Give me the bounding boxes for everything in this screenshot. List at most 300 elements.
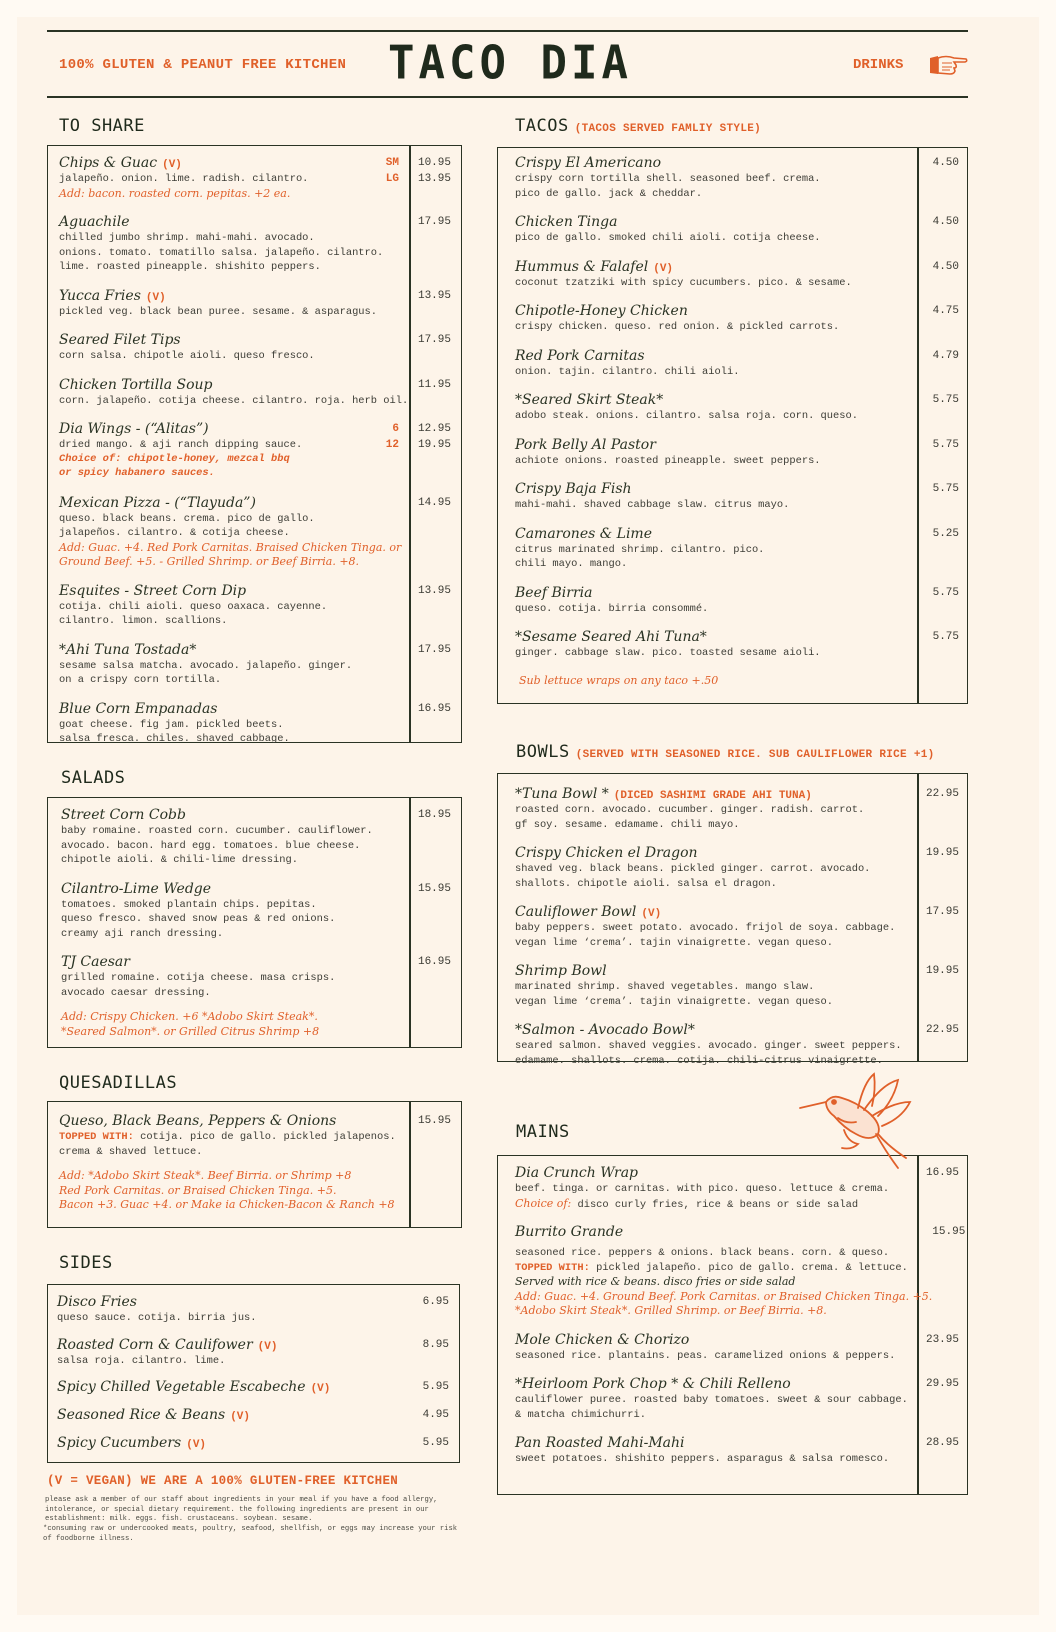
item-served-with: Served with rice & beans. disco fries or side salad	[515, 1275, 796, 1288]
item-description: adobo steak. onions. cilantro. salsa roja. corn. queso.	[515, 410, 858, 422]
item-line-text: pickled jalapeño. pico de gallo. crema. & lettuce.	[596, 1261, 908, 1274]
menu-item-details	[48, 1294, 399, 1326]
item-description: cotija. chili aioli. queso oaxaca. cayenne.	[59, 600, 328, 613]
item-description: shallots. chipotle aioli. salsa el dragon.	[515, 877, 777, 890]
menu-item	[498, 963, 967, 1009]
item-description: salsa roja. cilantro. lime.	[57, 1354, 226, 1367]
menu-item	[498, 845, 967, 891]
menu-item	[498, 348, 967, 380]
item-name-text: Disco Fries	[57, 1294, 137, 1310]
item-name-text: Beef Birria	[515, 584, 593, 601]
item-price: 19.95	[925, 847, 959, 859]
menu-item	[48, 881, 461, 942]
menu-item	[48, 642, 461, 688]
item-price: 14.95	[417, 496, 451, 509]
item-price-column	[409, 642, 461, 688]
menu-item-details	[498, 1224, 932, 1319]
item-sizes	[386, 421, 399, 453]
item-price: 18.95	[417, 809, 451, 821]
item-name-text: Chipotle-Honey Chicken	[515, 303, 688, 319]
price-divider	[409, 1102, 411, 1227]
menu-item-name	[59, 701, 409, 718]
menu-item-details	[48, 642, 409, 688]
menu-item	[48, 701, 461, 747]
section-box-bowls	[497, 773, 968, 1067]
menu-item-details	[498, 155, 917, 201]
item-add-on: Add: bacon. roasted corn. pepitas. +2 ea.	[59, 186, 291, 200]
item-description: shaved veg. black beans. pickled ginger. carrot. avocado.	[515, 863, 871, 875]
menu-item-name	[61, 807, 409, 824]
item-price: 16.95	[417, 956, 451, 968]
drinks-link[interactable]: DRINKS	[853, 57, 904, 73]
item-name-text: Chips & Guac	[59, 155, 158, 171]
item-tag: (V)	[653, 262, 674, 275]
menu-item-details	[498, 348, 917, 380]
item-sizes	[386, 155, 399, 187]
menu-item	[48, 421, 461, 482]
item-description: seasoned rice. peppers & onions. black beans. corn. & queso.	[515, 1247, 890, 1259]
item-price: 17.95	[925, 906, 959, 918]
item-price-column	[917, 1022, 967, 1068]
item-description: lime. roasted pineapple. shishito peppers.	[59, 261, 321, 273]
menu-item	[48, 288, 461, 320]
item-name-text: Seasoned Rice & Beans	[57, 1407, 226, 1423]
item-description: pickled veg. black bean puree. sesame. & asparagus.	[59, 305, 378, 318]
item-price: 19.95	[417, 439, 451, 451]
section-box-share	[47, 145, 462, 743]
item-price-column	[399, 1435, 459, 1452]
item-price: 13.95	[417, 173, 451, 185]
item-line-text: cotija. pico de gallo. pickled jalapenos.	[140, 1131, 396, 1143]
menu-item-name	[57, 1294, 399, 1311]
menu-item-name	[57, 1435, 399, 1452]
menu-item-name	[59, 288, 409, 305]
item-description: mahi-mahi. shaved cabbage slaw. citrus mayo.	[515, 499, 790, 511]
item-price-column	[917, 1332, 967, 1364]
item-add-on: *Seared Salmon*. or Grilled Citrus Shrimp +8	[61, 1024, 320, 1038]
spacer	[61, 1000, 409, 1010]
item-name-text: Mexican Pizza - (“Tlayuda”)	[59, 494, 256, 511]
item-name-text: Dia Crunch Wrap	[515, 1165, 639, 1181]
item-description: cilantro. limon. scallions.	[59, 615, 228, 627]
item-choice: or spicy habanero sauces.	[59, 467, 215, 479]
item-price: 16.95	[925, 1167, 959, 1179]
item-price: 8.95	[422, 1338, 449, 1351]
item-name-text: *Ahi Tuna Tostada*	[59, 641, 197, 658]
menu-item-name	[515, 437, 917, 454]
menu-item-details	[48, 583, 409, 629]
section-box-sides	[47, 1284, 460, 1463]
item-description: queso fresco. shaved snow peas & red onions.	[61, 913, 336, 925]
section-heading-sides	[59, 1253, 113, 1273]
menu-item-name	[515, 259, 917, 276]
item-size-label: SM	[385, 157, 399, 169]
menu-item-details	[48, 288, 409, 320]
spacer	[59, 1159, 409, 1169]
menu-item	[498, 526, 967, 572]
item-name-text: Aguachile	[59, 214, 130, 230]
menu-item-name	[59, 495, 409, 512]
item-name-text: Roasted Corn & Caulifower	[57, 1336, 253, 1353]
item-price-column	[917, 845, 967, 891]
menu-item-name	[515, 585, 917, 602]
section-note: (TACOS SERVED FAMLIY STYLE)	[574, 123, 762, 135]
item-add-on: Bacon +3. Guac +4. or Make ia Chicken-Bacon & Ranch +8	[59, 1198, 395, 1211]
item-name-text: Hummus & Falafel	[515, 258, 649, 275]
menu-item-name	[515, 1022, 917, 1039]
item-name-text: Chicken Tinga	[515, 214, 618, 230]
item-price: 4.50	[932, 157, 959, 169]
item-tag: (V)	[145, 291, 166, 304]
item-description: corn. jalapeño. cotija cheese. cilantro. roja. herb oil.	[59, 394, 409, 407]
menu-item-details	[48, 332, 409, 364]
menu-item	[48, 807, 461, 868]
item-name-text: Camarones & Lime	[515, 525, 652, 542]
item-price-column	[917, 348, 967, 380]
menu-item-details	[498, 629, 917, 661]
menu-item-details	[498, 259, 917, 291]
menu-item-name	[515, 348, 917, 365]
item-price-column	[917, 392, 967, 424]
item-price: 17.95	[417, 643, 451, 656]
menu-item-details	[498, 526, 917, 572]
consumer-warning: *consuming raw or undercooked meats, poultry, seafood, shellfish, or eggs may increase your risk of foodborne illness.	[43, 1525, 458, 1543]
item-price: 13.95	[417, 289, 451, 302]
item-description: citrus marinated shrimp. cilantro. pico.	[515, 543, 765, 556]
item-description: chipotle aioli. & chili-lime dressing.	[61, 854, 298, 866]
menu-item	[498, 259, 967, 291]
vegan-legend-heading: (V = VEGAN) WE ARE A 100% GLUTEN-FREE KITCHEN	[47, 1474, 399, 1488]
allergy-notice: please ask a member of our staff about ingredients in your meal if you have a food allergy, intolerance, or special dietary requirement. the following ingredients are present in our establishment: milk. eggs. fish. crustaceans. soybean. sesame.	[45, 1496, 438, 1523]
item-description: dried mango. & aji ranch dipping sauce.	[59, 439, 303, 451]
item-price-column	[917, 259, 967, 291]
item-name-text: Cilantro-Lime Wedge	[61, 880, 212, 897]
item-description: onion. tajin. cilantro. chili aioli.	[515, 365, 740, 378]
menu-item	[48, 1379, 459, 1396]
item-name-text: Crispy El Americano	[515, 155, 662, 171]
price-divider	[917, 774, 919, 1061]
item-price: 4.79	[932, 349, 959, 362]
menu-item-name	[515, 1224, 932, 1241]
menu-item-details	[48, 1113, 409, 1213]
menu-item-details	[498, 303, 917, 335]
item-name-text: Esquites - Street Corn Dip	[59, 582, 247, 599]
item-price: 5.95	[422, 1381, 449, 1393]
section-heading-tacos	[515, 116, 761, 136]
item-line-label: TOPPED WITH:	[59, 1131, 134, 1143]
item-description: roasted corn. avocado. cucumber. ginger. radish. carrot.	[515, 804, 865, 816]
item-name-text: Street Corn Cobb	[61, 807, 186, 823]
item-name-text: Pork Belly Al Pastor	[515, 436, 656, 453]
item-description: jalapeños. cilantro. & cotija cheese.	[59, 527, 290, 539]
menu-item-name	[515, 904, 917, 921]
item-add-on: Add: *Adobo Skirt Steak*. Beef Birria. or Shrimp +8	[59, 1169, 352, 1182]
item-description: pico de gallo. smoked chili aioli. cotija cheese.	[515, 232, 821, 244]
item-description: vegan lime ‘crema’. tajin vinaigrette. vegan queso.	[515, 995, 834, 1008]
restaurant-logo-title: TACO DIA	[388, 36, 632, 91]
menu-item-name	[515, 1435, 917, 1452]
item-topping-line	[515, 1261, 932, 1276]
menu-item-details	[498, 1022, 917, 1068]
menu-item	[498, 629, 967, 661]
menu-item-details	[48, 214, 409, 275]
item-price: 5.75	[932, 631, 959, 643]
item-price: 22.95	[925, 788, 959, 800]
menu-item	[498, 214, 967, 246]
item-price-column	[409, 583, 461, 629]
item-price-column	[917, 786, 967, 832]
item-add-on: Red Pork Carnitas. or Braised Chicken Tinga. +5.	[59, 1183, 337, 1197]
item-name-text: Seared Filet Tips	[59, 332, 181, 348]
menu-item-details	[48, 421, 409, 482]
menu-item-details	[498, 437, 917, 469]
item-price-column	[917, 1165, 967, 1211]
item-price-column	[399, 1294, 459, 1326]
menu-item	[498, 481, 967, 513]
menu-item-details	[48, 807, 409, 868]
item-price: 5.75	[932, 483, 959, 495]
menu-item-details	[498, 845, 917, 891]
hummingbird-illustration	[798, 1072, 913, 1172]
menu-item-name	[515, 214, 917, 231]
item-description: jalapeño. onion. lime. radish. cilantro.	[59, 173, 309, 185]
menu-item	[48, 377, 461, 409]
item-name-text: Red Pork Carnitas	[515, 347, 645, 364]
menu-item	[48, 214, 461, 275]
section-box-mains	[497, 1155, 968, 1495]
item-price: 17.95	[417, 216, 451, 228]
item-price-column	[409, 288, 461, 320]
item-description: coconut tzatziki with spicy cucumbers. pico. & sesame.	[515, 276, 852, 289]
menu-item-details	[498, 1435, 917, 1467]
item-price: 12.95	[417, 423, 451, 435]
section-title: SALADS	[61, 768, 126, 788]
menu-item-details	[48, 1435, 399, 1452]
item-description: avocado. bacon. hard egg. tomatoes. blue cheese.	[61, 839, 361, 852]
item-name-text: Queso, Black Beans, Peppers & Onions	[59, 1113, 337, 1129]
menu-item	[498, 437, 967, 469]
item-description: avocado caesar dressing.	[61, 986, 211, 999]
item-price-column	[917, 963, 967, 1009]
menu-item-name	[59, 583, 409, 600]
item-name-text: Spicy Chilled Vegetable Escabeche	[57, 1379, 306, 1395]
menu-item	[498, 585, 967, 617]
menu-item-name	[59, 155, 409, 172]
item-price: 5.75	[932, 586, 959, 599]
item-price-column	[917, 1435, 967, 1467]
item-tag: (V)	[257, 1340, 278, 1353]
menu-item-details	[498, 392, 917, 424]
section-title: MAINS	[516, 1122, 570, 1142]
menu-item	[48, 1407, 459, 1424]
item-price-column	[409, 881, 461, 942]
item-price-column	[917, 585, 967, 617]
menu-item-name	[61, 881, 409, 898]
item-description: gf soy. sesame. edamame. chili mayo.	[515, 818, 740, 831]
menu-item	[498, 303, 967, 335]
menu-item-details	[48, 701, 409, 747]
item-name-text: Blue Corn Empanadas	[59, 700, 218, 717]
item-price: 19.95	[925, 965, 959, 977]
menu-item-name	[59, 332, 409, 349]
item-price: 5.95	[422, 1437, 449, 1449]
item-price-column	[409, 421, 461, 482]
item-price: 4.95	[422, 1409, 449, 1421]
item-price-column	[917, 437, 967, 469]
menu-item-name	[59, 214, 409, 231]
menu-item-name	[515, 303, 917, 320]
item-price: 15.95	[932, 1226, 966, 1238]
item-description: vegan lime ‘crema’. tajin vinaigrette. vegan queso.	[515, 936, 834, 949]
item-line-label: Choice of:	[515, 1196, 572, 1210]
price-divider	[917, 1156, 919, 1494]
item-add-on: Add: Crispy Chicken. +6 *Adobo Skirt Steak*.	[61, 1010, 318, 1023]
section-box-quesadillas	[47, 1101, 462, 1228]
item-description: crema & shaved lettuce.	[59, 1145, 203, 1158]
item-description: onions. tomato. tomatillo salsa. jalapeño. cilantro.	[59, 246, 384, 259]
menu-item-details	[48, 881, 409, 942]
item-tag: (V)	[641, 908, 662, 920]
item-name-text: *Tuna Bowl *	[515, 786, 609, 802]
item-price-column	[409, 332, 461, 364]
section-heading-quesadillas	[59, 1073, 177, 1093]
section-box-salads	[47, 797, 462, 1048]
menu-item-details	[48, 377, 409, 409]
item-description: goat cheese. fig jam. pickled beets.	[59, 718, 284, 731]
item-tag: (V)	[310, 1383, 331, 1395]
menu-item-details	[498, 963, 917, 1009]
item-price: 28.95	[925, 1437, 959, 1449]
section-heading-bowls	[516, 742, 935, 762]
menu-item-details	[498, 481, 917, 513]
item-price-column	[917, 629, 967, 661]
menu-item-name	[61, 954, 409, 971]
item-price: 16.95	[417, 702, 451, 715]
menu-item-details	[48, 1407, 399, 1424]
menu-item-details	[498, 1376, 917, 1422]
menu-item	[498, 1332, 967, 1364]
item-price-column	[917, 526, 967, 572]
price-divider	[409, 798, 411, 1047]
menu-item-name	[515, 1332, 917, 1349]
menu-item	[498, 1022, 967, 1068]
section-heading-share	[59, 116, 145, 136]
item-tag: (V)	[186, 1439, 207, 1451]
item-description: queso. cotija. birria consommé.	[515, 602, 709, 615]
menu-item-details	[498, 214, 917, 246]
item-price: 15.95	[417, 882, 451, 895]
item-price: 5.75	[932, 438, 959, 451]
menu-item-details	[498, 585, 917, 617]
item-description: salsa fresca. chiles. shaved cabbage.	[59, 733, 290, 745]
item-name-text: Spicy Cucumbers	[57, 1435, 182, 1451]
menu-item	[48, 1113, 461, 1213]
item-description: pico de gallo. jack & cheddar.	[515, 187, 703, 200]
item-description: edamame. shallots. crema. cotija. chili-citrus vinaigrette.	[515, 1054, 883, 1067]
item-price-column	[409, 495, 461, 570]
item-line-label: TOPPED WITH:	[515, 1261, 590, 1274]
item-description: ginger. cabbage slaw. pico. toasted sesame aioli.	[515, 647, 821, 659]
item-description: queso sauce. cotija. birria jus.	[57, 1312, 257, 1324]
item-description: beef. tinga. or carnitas. with pico. queso. lettuce & crema.	[515, 1183, 890, 1195]
item-price: 4.75	[932, 305, 959, 317]
item-description: seared salmon. shaved veggies. avocado. ginger. sweet peppers.	[515, 1040, 902, 1052]
section-title: SIDES	[59, 1253, 113, 1273]
item-add-on: Add: Guac. +4. Ground Beef. Pork Carnitas. or Braised Chicken Tinga. +5.	[515, 1289, 933, 1303]
item-name-text: *Sesame Seared Ahi Tuna*	[515, 629, 707, 645]
menu-item	[48, 583, 461, 629]
item-name-text: *Salmon - Avocado Bowl*	[515, 1022, 695, 1038]
item-price: 5.75	[932, 394, 959, 406]
menu-item-name	[515, 526, 917, 543]
menu-item-name	[515, 629, 917, 646]
item-price-column	[409, 377, 461, 409]
item-description: baby peppers. sweet potato. avocado. frijol de soya. cabbage.	[515, 922, 896, 934]
menu-item	[498, 392, 967, 424]
item-name-text: Shrimp Bowl	[515, 963, 607, 979]
item-add-on: Add: Guac. +4. Red Pork Carnitas. Braised Chicken Tinga. or	[59, 540, 402, 554]
menu-item-name	[59, 377, 409, 394]
item-price: 10.95	[417, 157, 451, 169]
section-title: QUESADILLAS	[59, 1073, 178, 1093]
item-topping-line	[515, 1197, 917, 1212]
item-description: baby romaine. roasted corn. cucumber. cauliflower.	[61, 825, 373, 837]
menu-item-name	[57, 1407, 399, 1424]
menu-item	[498, 1376, 967, 1422]
menu-item	[48, 954, 461, 1039]
item-price: 13.95	[417, 584, 451, 597]
item-price: 4.50	[932, 260, 959, 273]
item-price-column	[917, 303, 967, 335]
menu-item-name	[515, 845, 917, 862]
item-name-text: TJ Caesar	[61, 954, 130, 970]
item-description: cauliflower puree. roasted baby tomatoes. sweet & sour cabbage.	[515, 1394, 908, 1406]
item-description: tomatoes. smoked plantain chips. pepitas.	[61, 898, 317, 911]
item-description: crispy corn tortilla shell. seasoned beef. crema.	[515, 173, 821, 185]
item-name-text: Pan Roasted Mahi-Mahi	[515, 1435, 685, 1451]
menu-item-name	[59, 1113, 409, 1130]
item-price-column	[917, 214, 967, 246]
item-size-label: 12	[385, 439, 399, 451]
item-size-label: 6	[392, 423, 399, 435]
item-price: 6.95	[422, 1296, 449, 1308]
menu-item	[498, 1435, 967, 1467]
menu-item-name	[515, 1376, 917, 1393]
item-choice: Choice of: chipotle-honey, mezcal bbq	[59, 452, 290, 465]
item-line-text: disco curly fries, rice & beans or side salad	[577, 1198, 859, 1211]
section-heading-mains	[516, 1122, 570, 1142]
item-price-column	[917, 481, 967, 513]
item-price: 17.95	[417, 334, 451, 346]
menu-item-details	[498, 904, 917, 950]
item-description: crispy chicken. queso. red onion. & pickled carrots.	[515, 321, 840, 333]
item-price-column	[409, 1113, 461, 1213]
item-name-text: Burrito Grande	[515, 1224, 624, 1240]
item-description: sweet potatoes. shishito peppers. asparagus & salsa romesco.	[515, 1453, 890, 1465]
item-price: 11.95	[417, 378, 451, 391]
item-name-text: Cauliflower Bowl	[515, 904, 637, 920]
gluten-free-tagline: 100% GLUTEN & PEANUT FREE KITCHEN	[59, 57, 347, 73]
item-tag: (DICED SASHIMI GRADE AHI TUNA)	[613, 790, 812, 802]
item-add-on: Ground Beef. +5. - Grilled Shrimp. or Beef Birria. +8.	[59, 555, 360, 568]
item-description: chilled jumbo shrimp. mahi-mahi. avocado.	[59, 232, 315, 244]
item-price-column	[917, 904, 967, 950]
item-description: chili mayo. mango.	[515, 558, 628, 570]
menu-item	[498, 904, 967, 950]
header-rule-bottom	[47, 96, 968, 98]
section-box-tacos	[497, 147, 968, 704]
menu-item-details	[48, 1379, 399, 1396]
